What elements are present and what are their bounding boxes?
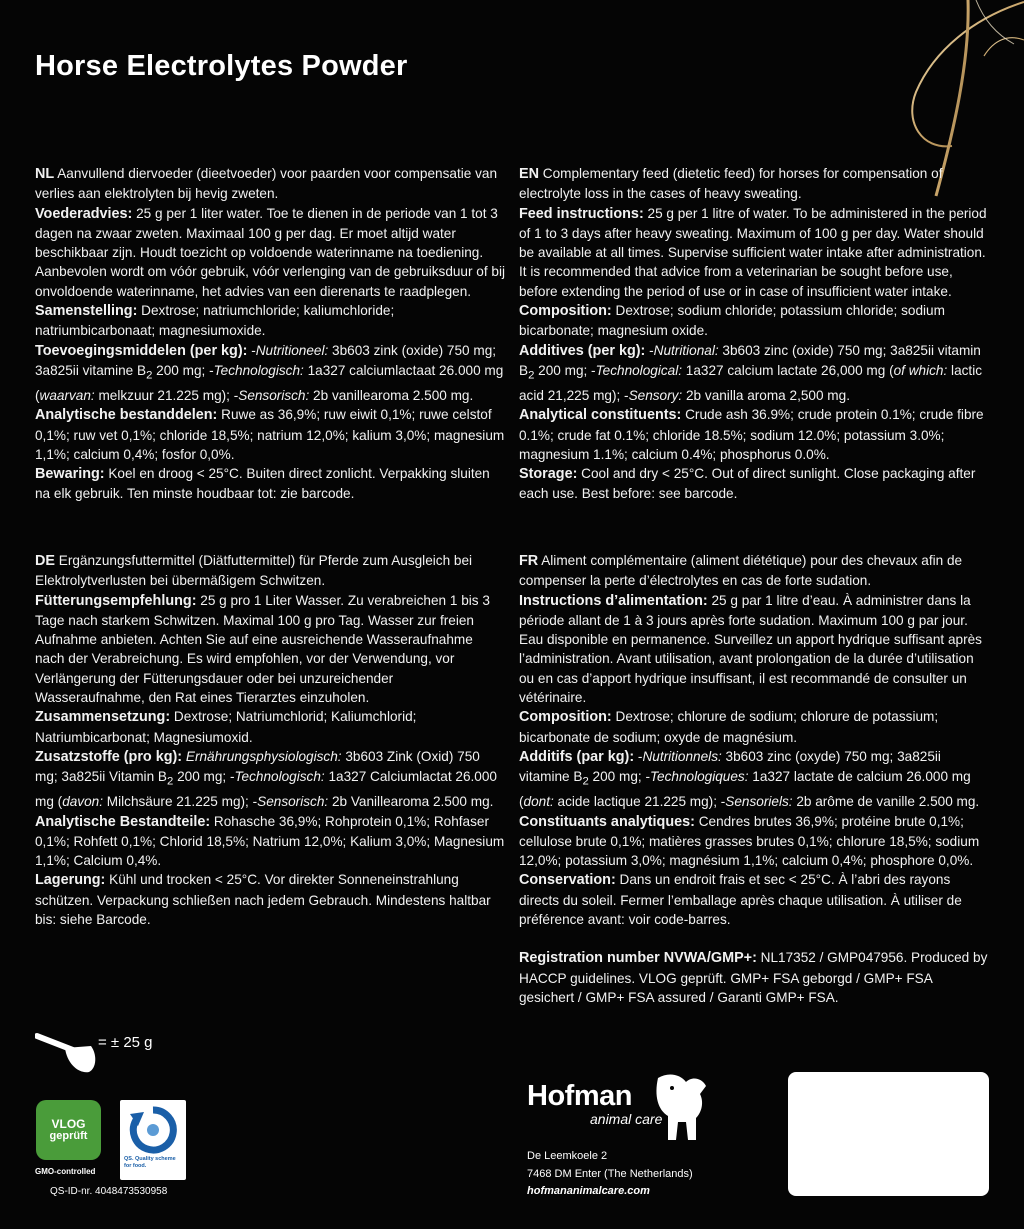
- additives-label: Zusatzstoffe (pro kg):: [35, 748, 183, 765]
- section-nl: [35, 164, 505, 504]
- section-de: [35, 551, 505, 929]
- additives-category: waarvan:: [39, 387, 95, 403]
- additives-text: 2b Vanillearoma 2.500 mg.: [328, 794, 494, 810]
- additives-text: 2b arôme de vanille 2.500 mg.: [792, 794, 980, 810]
- additives-category: Sensory:: [628, 387, 683, 403]
- additives-label: Additifs (par kg):: [519, 748, 635, 765]
- analytical-label: Constituants analytiques:: [519, 813, 695, 830]
- additives-text: 1a327 calciumlactaat 26.000 mg (: [35, 362, 504, 403]
- additives-text: -: [645, 342, 654, 358]
- intro-text: Aanvullend diervoeder (dieetvoeder) voor paarden voor compensatie van verlies aan elektrolyten bij hevig zweten.: [35, 166, 498, 202]
- additives-text: 200 mg; -: [173, 769, 235, 785]
- lang-code: FR: [519, 553, 539, 569]
- feed-text: 25 g per 1 litre of water. To be administered in the period of 1 to 3 days after heavy sweating. Maximum of 100 g per day. Water should be available at all times. Supervise sufficient water intake after administration. It is recommended that advice from a veterinarian be sought before use, before extending the period of use or in case of insufficient water intake.: [519, 205, 987, 299]
- analytical-text: Cendres brutes 36,9%; protéine brute 0,1%; cellulose brute 0,1%; matières grasses brutes 0,1%; chlorure 18,5%; sodium 12,0%; potassium 3,0%; magnésium 1,1%; calcium 0,4%; phosphore 0,0%.: [519, 813, 980, 869]
- additives-category: Technological:: [595, 362, 683, 378]
- intro-text: Aliment complémentaire (aliment diététique) pour des chevaux afin de compenser la perte d’électrolytes en cas de forte sudation.: [519, 553, 963, 589]
- address-line2: 7468 DM Enter (The Netherlands): [527, 1167, 693, 1180]
- additives-text: 200 mg; -: [534, 362, 596, 378]
- scoop-measure: = ± 25 g: [98, 1034, 153, 1051]
- composition-label: Composition:: [519, 709, 612, 726]
- subscript: 2: [582, 775, 589, 788]
- analytical-label: Analytische bestanddelen:: [35, 407, 218, 424]
- storage-label: Conservation:: [519, 872, 616, 889]
- intro-text: Ergänzungsfuttermittel (Diätfuttermittel) für Pferde zum Ausgleich bei Elektrolytverlusten bei übermäßigem Schwitzen.: [35, 553, 473, 589]
- composition-text: Dextrose; Natriumchlorid; Kaliumchlorid; Natriumbicarbonat; Magnesiumoxid.: [35, 709, 417, 745]
- horse-dog-logo-icon: [650, 1072, 712, 1144]
- additives-text: lactic acid 21,225 mg); -: [519, 362, 983, 403]
- additives-text: 200 mg; -: [152, 362, 214, 378]
- feed-label: Voederadvies:: [35, 205, 133, 222]
- additives-category: Sensorisch:: [257, 794, 329, 810]
- subscript: 2: [146, 369, 153, 382]
- additives-category: Nutritional:: [653, 342, 719, 358]
- brand-name: Hofman: [527, 1080, 632, 1112]
- additives-text: 3b603 zinc (oxyde) 750 mg; 3a825ii vitamine B: [519, 748, 941, 785]
- additives-text: -: [634, 748, 643, 764]
- address-line1: De Leemkoele 2: [527, 1150, 608, 1162]
- additives-text: acide lactique 21.225 mg); -: [553, 794, 726, 810]
- composition-text: Dextrose; chlorure de sodium; chlorure de potassium; bicarbonate de sodium; oxyde de magnésium.: [519, 709, 939, 745]
- storage-text: Cool and dry < 25°C. Out of direct sunlight. Close packaging after each use. Best before: see barcode.: [519, 466, 976, 502]
- subscript: 2: [166, 775, 174, 788]
- additives-paragraph: [35, 341, 505, 406]
- additives-text: 3b603 zinc (oxide) 750 mg; 3a825ii vitamin B: [519, 342, 981, 378]
- additives-label: Toevoegingsmiddelen (per kg):: [35, 342, 248, 359]
- qs-arrows-icon: [128, 1106, 178, 1154]
- subscript: 2: [528, 369, 535, 382]
- address-block: [527, 1148, 693, 1201]
- registration-label: Registration number NVWA/GMP+:: [519, 950, 757, 967]
- feed-label: Feed instructions:: [519, 205, 644, 222]
- additives-category: Ernährungsphysiologisch:: [185, 748, 342, 764]
- analytical-label: Analytical constituents:: [519, 407, 682, 424]
- additives-category: dont:: [523, 794, 554, 810]
- lang-code: DE: [35, 553, 55, 569]
- additives-paragraph: [519, 341, 989, 406]
- composition-label: Composition:: [519, 303, 612, 320]
- additives-text: 3b603 Zink (Oxid) 750 mg; 3a825ii Vitamin B: [35, 748, 480, 785]
- vlog-line2: geprüft: [49, 1130, 88, 1142]
- additives-label: Additives (per kg):: [519, 342, 646, 359]
- feed-label: Fütterungsempfehlung:: [35, 592, 197, 609]
- additives-text: 2b vanillearoma 2.500 mg.: [309, 387, 474, 403]
- qs-text: QS. Quality scheme for food.: [124, 1156, 176, 1169]
- additives-paragraph: [35, 747, 505, 812]
- analytical-text: Crude ash 36.9%; crude protein 0.1%; crude fibre 0.1%; crude fat 0.1%; chloride 18.5%; sodium 12.0%; potassium 3.0%; magnesium 1.1%; calcium 0.4%; phosphorus 0.0%.: [519, 407, 984, 462]
- additives-category: Sensorisch:: [238, 387, 310, 403]
- feed-text: 25 g pro 1 Liter Wasser. Zu verabreichen 1 bis 3 Tage nach starkem Schwitzen. Maximal 100 g pro Tag. Wasser zur freien Aufnahme anbieten. Achten Sie auf eine ausreichende Wasseraufnahme nach der Verabreichung. Es wird empfohlen, vor der Verwendung, vor Verlängerung der Fütterungsdauer oder bei unzureichender Wasseraufnahme, den Rat eines Tierarztes einzuholen.: [35, 592, 490, 706]
- feed-text: 25 g per 1 liter water. Toe te dienen in de periode van 1 tot 3 dagen na zwaar zweten. Maximaal 100 g per dag. Er moet altijd water beschikbaar zijn. Houdt toezicht op voldoende waterinname na toediening. Aanbevolen wordt om vóór gebruik, vóór verlenging van de gebruiksduur of bij onvoldoende waterinname, het advies van een dierenarts te raadplegen.: [35, 205, 506, 299]
- additives-text: 200 mg; -: [588, 769, 650, 785]
- storage-text: Dans un endroit frais et sec < 25°C. À l’abri des rayons directs du soleil. Fermer l’emballage après chaque utilisation. À utiliser de préférence avant: voir code-barres.: [519, 872, 962, 928]
- storage-label: Bewaring:: [35, 466, 105, 483]
- analytical-label: Analytische Bestandteile:: [35, 813, 211, 830]
- qs-id-number: QS-ID-nr. 4048473530958: [50, 1186, 168, 1197]
- additives-category: Sensoriels:: [725, 794, 793, 810]
- storage-label: Storage:: [519, 466, 578, 483]
- registration-text: NL17352 / GMP047956. Produced by HACCP guidelines. VLOG geprüft. GMP+ FSA geborgd / GMP+ FSA gesichert / GMP+ FSA assured / Garanti GMP+ FSA.: [519, 950, 988, 1005]
- additives-category: Technologisch:: [234, 769, 325, 785]
- additives-text: -: [247, 342, 256, 358]
- additives-text: 1a327 calcium lactate 26,000 mg (: [682, 362, 894, 378]
- scoop-icon: [35, 1028, 97, 1078]
- additives-text: 1a327 lactate de calcium 26.000 mg (: [519, 769, 971, 810]
- additives-text: 1a327 Calciumlactat 26.000 mg (: [35, 769, 497, 810]
- storage-text: Kühl und trocken < 25°C. Vor direkter Sonneneinstrahlung schützen. Verpackung schließen nach jedem Gebrauch. Mindestens haltbar bis: siehe Barcode.: [35, 872, 491, 928]
- barcode-area: [788, 1072, 989, 1196]
- feed-label: Instructions d’alimentation:: [519, 592, 708, 609]
- additives-text: melkzuur 21.225 mg); -: [94, 387, 239, 403]
- analytical-text: Rohasche 36,9%; Rohprotein 0,1%; Rohfaser 0,1%; Rohfett 0,1%; Chlorid 18,5%; Natrium 12,0%; Kalium 3,0%; Magnesium 1,1%; Calcium 0,4%.: [35, 813, 505, 869]
- analytical-text: Ruwe as 36,9%; ruw eiwit 0,1%; ruwe celstof 0,1%; ruw vet 0,1%; chloride 18,5%; natrium 12,0%; kalium 3,0%; magnesium 1,1%; calcium 0,4%; fosfor 0,0%.: [35, 407, 505, 462]
- additives-paragraph: [519, 747, 989, 812]
- additives-category: Technologiques:: [649, 769, 749, 785]
- composition-label: Samenstelling:: [35, 303, 138, 320]
- section-en: [519, 164, 989, 504]
- additives-text: 2b vanilla aroma 2,500 mg.: [682, 387, 850, 403]
- product-title: Horse Electrolytes Powder: [35, 50, 408, 82]
- lang-code: EN: [519, 166, 539, 182]
- gmo-caption: GMO-controlled: [35, 1167, 96, 1176]
- additives-text: 3b603 zink (oxide) 750 mg; 3a825ii vitamine B: [35, 342, 497, 378]
- vlog-logo: [36, 1100, 101, 1160]
- section-fr: [519, 551, 989, 1007]
- qs-logo: [120, 1100, 186, 1180]
- storage-label: Lagerung:: [35, 872, 106, 889]
- vlog-line1: VLOG: [51, 1117, 86, 1131]
- website-link[interactable]: hofmananimalcare.com: [527, 1185, 650, 1197]
- additives-text: Milchsäure 21.225 mg); -: [103, 794, 258, 810]
- registration-block: [519, 948, 989, 1007]
- brand-tagline: animal care: [590, 1111, 663, 1127]
- additives-category: davon:: [62, 794, 104, 810]
- additives-category: Technologisch:: [213, 362, 304, 378]
- additives-category: Nutritionnels:: [642, 748, 722, 764]
- feed-text: 25 g par 1 litre d’eau. À administrer dans la période allant de 1 à 3 jours après forte sudation. Maximum 100 g par jour. Eau disponible en permanence. Surveillez un apport hydrique suffisant après l’administration. Avant utilisation, avant prolongation de la durée d’utilisation ou en cas d’apport hydrique insuffisant, il est recommandé de consulter un vétérinaire.: [519, 592, 982, 706]
- additives-category: Nutritioneel:: [255, 342, 329, 358]
- lang-code: NL: [35, 166, 55, 182]
- storage-text: Koel en droog < 25°C. Buiten direct zonlicht. Verpakking sluiten na elk gebruik. Ten minste houdbaar tot: zie barcode.: [35, 466, 490, 502]
- intro-text: Complementary feed (dietetic feed) for horses for compensation of electrolyte loss in the cases of heavy sweating.: [519, 166, 943, 202]
- composition-text: Dextrose; natriumchloride; kaliumchloride; natriumbicarbonaat; magnesiumoxide.: [35, 303, 395, 339]
- additives-category: of which:: [893, 362, 948, 378]
- composition-label: Zusammensetzung:: [35, 709, 171, 726]
- composition-text: Dextrose; sodium chloride; potassium chloride; sodium bicarbonate; magnesium oxide.: [519, 303, 945, 339]
